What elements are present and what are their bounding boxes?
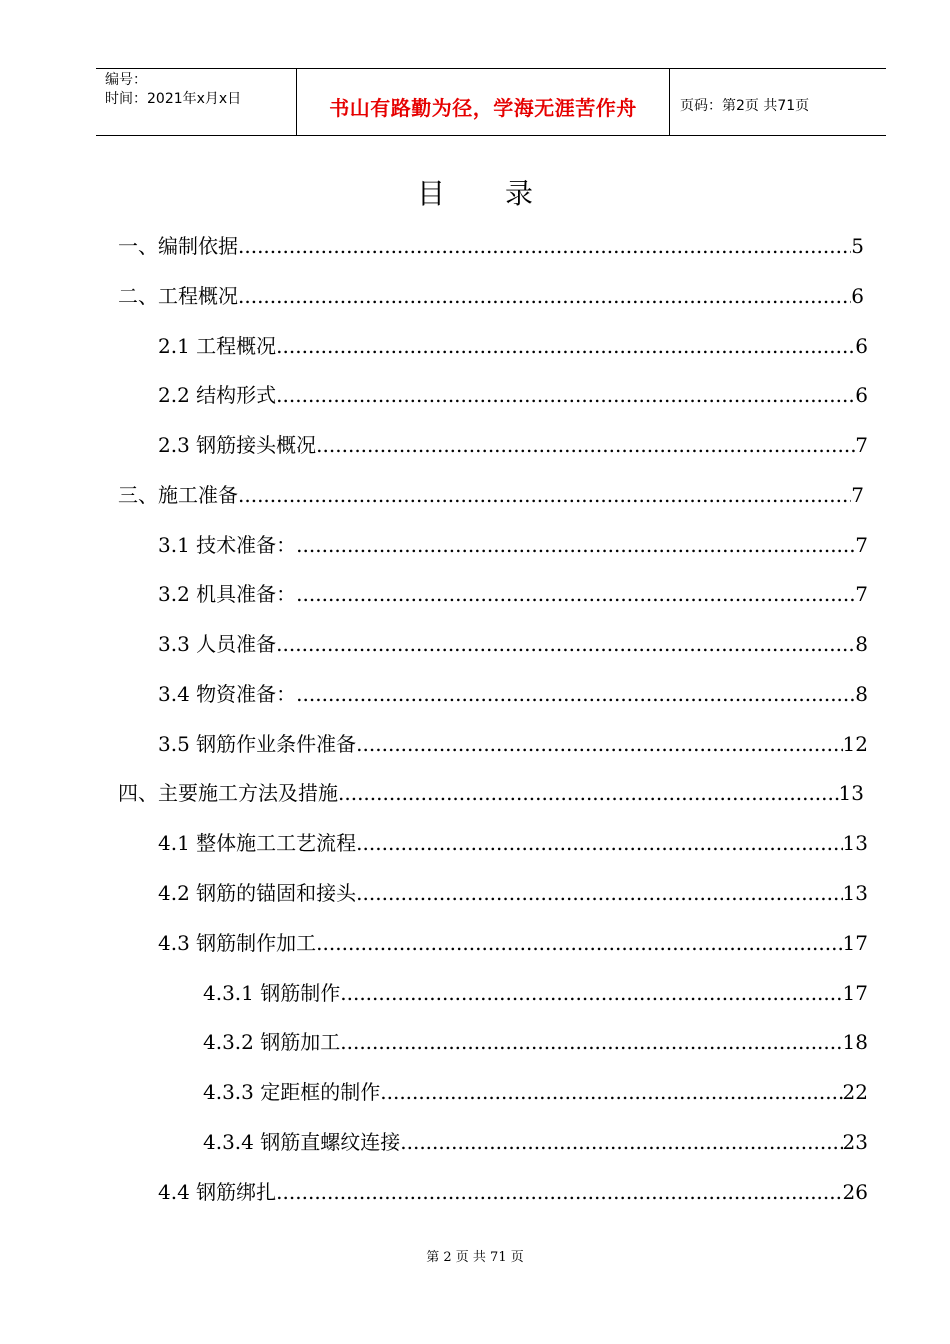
toc-entry-label: 一、编制依据	[118, 234, 238, 258]
toc-entry[interactable]	[158, 1178, 868, 1206]
page-footer: 第 2 页 共 71 页	[426, 1250, 524, 1265]
toc-entry-label: 4.3.1 钢筋制作	[203, 981, 341, 1005]
toc-leader-dots	[296, 531, 855, 559]
toc-leader-dots	[316, 431, 855, 459]
time-label: 时间：2021年x月x日	[105, 91, 242, 107]
toc-entry-label: 4.3.2 钢筋加工	[203, 1030, 341, 1054]
toc-entry-label: 4.1 整体施工工艺流程	[158, 831, 357, 855]
toc-entry-page: 12	[842, 732, 868, 756]
toc-entry[interactable]	[118, 282, 864, 310]
toc-entry[interactable]	[158, 680, 868, 708]
toc-entry[interactable]	[203, 1028, 868, 1056]
toc-leader-dots	[238, 232, 851, 260]
header-info-cell	[96, 69, 297, 135]
toc-leader-dots	[340, 1028, 842, 1056]
toc-leader-dots	[296, 680, 855, 708]
toc-entry-label: 三、施工准备	[118, 483, 238, 507]
toc-entry-page: 22	[842, 1080, 868, 1104]
toc-entry[interactable]	[203, 1078, 868, 1106]
header-pagecode-cell	[670, 69, 886, 135]
toc-leader-dots	[276, 1178, 842, 1206]
toc-leader-dots	[356, 879, 842, 907]
toc-entry-label: 3.3 人员准备	[158, 632, 277, 656]
toc-entry-label: 3.4 物资准备：	[158, 682, 297, 706]
toc-entry[interactable]	[158, 431, 868, 459]
toc-title-char-2: 录	[505, 177, 534, 210]
toc-entry-page: 7	[855, 533, 868, 557]
toc-entry[interactable]	[158, 829, 868, 857]
toc-entry-label: 4.4 钢筋绑扎	[158, 1180, 277, 1204]
toc-entry[interactable]	[158, 381, 868, 409]
toc-entry-page: 7	[855, 433, 868, 457]
serial-label: 编号：	[105, 72, 147, 88]
toc-entry[interactable]	[158, 879, 868, 907]
toc-entry-page: 23	[842, 1130, 868, 1154]
toc-leader-dots	[238, 481, 851, 509]
toc-leader-dots	[338, 779, 839, 807]
toc-entry-label: 3.2 机具准备：	[158, 582, 297, 606]
toc-entry-label: 3.5 钢筋作业条件准备	[158, 732, 357, 756]
toc-leader-dots	[276, 381, 855, 409]
toc-entry-page: 13	[842, 831, 868, 855]
toc-entry-page: 7	[855, 582, 868, 606]
toc-title-char-1: 目	[416, 177, 445, 210]
toc-entry-page: 8	[855, 682, 868, 706]
toc-entry[interactable]	[118, 481, 864, 509]
toc-leader-dots	[276, 630, 855, 658]
toc-entry-page: 26	[842, 1180, 868, 1204]
toc-entry-label: 四、主要施工方法及措施	[118, 781, 338, 805]
motto-text: 书山有路勤为径，学海无涯苦作舟	[329, 96, 637, 120]
toc-entry[interactable]	[158, 332, 868, 360]
toc-entry-page: 18	[842, 1030, 868, 1054]
toc-leader-dots	[316, 929, 842, 957]
toc-entry-page: 13	[838, 781, 864, 805]
page-header	[96, 68, 886, 136]
toc-entry-page: 5	[851, 234, 864, 258]
toc-entry[interactable]	[203, 1128, 868, 1156]
toc-entry[interactable]	[158, 929, 868, 957]
toc-entry-page: 6	[851, 284, 864, 308]
toc-leader-dots	[238, 282, 851, 310]
toc-entry-page: 7	[851, 483, 864, 507]
toc-entry-page: 6	[855, 383, 868, 407]
toc-entry-page: 13	[842, 881, 868, 905]
toc-entry[interactable]	[203, 979, 868, 1007]
page-code: 页码：第2页 共71页	[680, 98, 810, 114]
toc-entry-label: 2.3 钢筋接头概况	[158, 433, 317, 457]
toc-entry-page: 6	[855, 334, 868, 358]
header-motto-cell	[297, 69, 670, 135]
toc-entry-label: 2.1 工程概况	[158, 334, 277, 358]
toc-leader-dots	[380, 1078, 842, 1106]
toc-entry[interactable]	[158, 630, 868, 658]
toc-entry[interactable]	[118, 232, 864, 260]
toc-entry-label: 3.1 技术准备：	[158, 533, 297, 557]
toc-entry[interactable]	[118, 779, 864, 807]
toc-leader-dots	[340, 979, 842, 1007]
toc-leader-dots	[276, 332, 855, 360]
toc-leader-dots	[356, 730, 842, 758]
toc-leader-dots	[356, 829, 842, 857]
toc-entry-label: 4.3.4 钢筋直螺纹连接	[203, 1130, 401, 1154]
toc-entry-label: 二、工程概况	[118, 284, 238, 308]
toc-entry[interactable]	[158, 730, 868, 758]
toc-leader-dots	[400, 1128, 842, 1156]
toc-entry-label: 4.3.3 定距框的制作	[203, 1080, 381, 1104]
toc-entry[interactable]	[158, 531, 868, 559]
toc-entry-label: 4.3 钢筋制作加工	[158, 931, 317, 955]
toc-entry-page: 17	[842, 931, 868, 955]
toc-entry-label: 4.2 钢筋的锚固和接头	[158, 881, 357, 905]
toc-entry-page: 8	[855, 632, 868, 656]
toc-title	[0, 172, 950, 212]
toc-leader-dots	[296, 580, 855, 608]
toc-entry-label: 2.2 结构形式	[158, 383, 277, 407]
toc-entry[interactable]	[158, 580, 868, 608]
toc-entry-page: 17	[842, 981, 868, 1005]
